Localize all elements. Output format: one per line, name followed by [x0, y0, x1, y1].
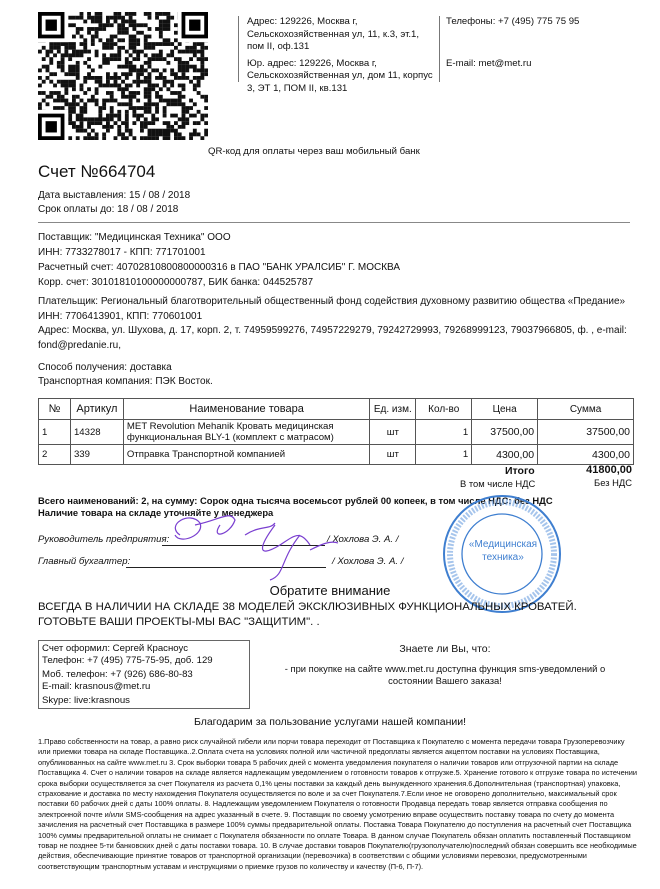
legal-address-line: Сельскохозяйственная ул, дом 11, корпус: [247, 70, 433, 81]
table-row: [39, 445, 634, 465]
qr-caption: QR-код для оплаты через ваш мобильный банк: [208, 146, 420, 157]
address-line: Сельскохозяйственная ул, 11, к.3, эт.1,: [247, 28, 420, 40]
manager-email[interactable]: E-mail: krasnous@met.ru: [42, 680, 151, 692]
terms-text: 1.Право собственности на товар, а равно риск случайной гибели или порчи товара переходит от Поставщика к Покупателю с момента передачи товара Грузоперевозчику или приемки товара на складе Поставщика..2.Оплата счета на условиях полной или частичной предоплаты является акцептом поставки на условиях Поставщика, опубликованных на сайте www.met.ru 3. Срок выборки товара 5 рабочих дней с момента уведомления покупателя о наличии товаров или отгрузочной партии на складе Поставщика 4. Счет о наличии товаров на складе является надлежащим уведомлением о готовности товаров к отгрузке.5. Хранение готового к отгрузке товара по истечении срока выборки осуществляется за счет Покупателя из расчета 0,1% цены поставки за каждый день вынужденного хранения.6.Дополнительная (транспортная) упаковка, страхование и доставка по месту нахождения Покупателя осуществляется по воле и за счет Покупателя.7.Если иное не оговорено дополнительно, максимальный срок поставки 60 рабочих дней с даты 100% оплаты. 8. Надлежащим уведомлением Покупателя о готовности Продавца передать товар является отправка сообщения по электронной почте и/или SMS-сообщения на адрес указанный в счете. 9. Поставщик по своему усмотрению вправе осуществить поставку товара по счету до момента зачисления на расчетный счет Поставщика в размере 100% суммы предварительной оплаты. Поставка Товара Покупателю до поступления на расчетный счет Поставщика 100% суммы предварительной оплаты не снимает с Покупателя обязанности по оплате Товара. В данном случае Покупатель обязан оплатить поставленный Поставщиком товар не позднее 5-ти банковских дней с даты поставки товара. 10. В случае доставки товаров Покупателю(грузополучателю)последний обязан совершить все необходимые действия, обеспечивающие принятие товаров от транспортной организации (перевозчика) в соответствии с общими условиями перевозки, предусмотренными соответствующим транспортным уставам и инструкциями о приемке грузов по количеству и качеству (П-6, П-7).: [38, 737, 638, 871]
col-num: №: [39, 399, 71, 420]
col-unit: Ед. изм.: [370, 399, 416, 420]
address-line: пом II, оф.131: [247, 41, 310, 52]
address-line: Адрес: 129226, Москва г,: [247, 16, 358, 27]
supplier-line: Поставщик: "Медицинская Техника" ООО: [38, 232, 231, 243]
tip-line: - при покупке на сайте www.met.ru доступна функция sms-уведомлений о: [284, 663, 606, 674]
attention-line: ГОТОВЬТЕ ВАШИ ПРОЕКТЫ-МЫ ВАС "ЗАЩИТИМ". .: [38, 616, 320, 628]
legal-address-line: Юр. адрес: 129226, Москва г,: [247, 57, 377, 69]
payer-line: fond@predanie.ru,: [38, 339, 121, 351]
phones: Телефоны: +7 (495) 775 75 95: [446, 16, 580, 27]
invoice-title: Счет №664704: [38, 162, 156, 181]
handwritten-signature: [160, 505, 340, 585]
payer-line: ИНН: 7706413901, КПП: 770601001: [38, 310, 203, 322]
qr-code: [38, 12, 208, 140]
manager-mobile: Моб. телефон: +7 (926) 686-80-83: [42, 669, 193, 680]
manager-skype: Skype: live:krasnous: [42, 695, 130, 706]
total-value: 41800,00: [586, 464, 632, 476]
contacts: [446, 16, 579, 70]
invoice-dates: [38, 189, 190, 217]
vat-value: Без НДС: [594, 477, 632, 488]
stamp-line: техника»: [482, 552, 524, 563]
email-link[interactable]: E-mail: met@met.ru: [446, 57, 532, 69]
cell-unit: шт: [370, 445, 416, 465]
accountant-name: / Хохлова Э. А. /: [332, 556, 404, 567]
col-sum: Сумма: [538, 399, 634, 420]
stock-note: Наличие товара на складе уточняйте у менеджера: [38, 507, 274, 518]
director-name: / Хохлова Э. А. /: [327, 534, 399, 545]
cell-sum: 37500,00: [538, 420, 634, 445]
payer-line: Адрес: Москва, ул. Шухова, д. 17, корп. 2, т. 74959599276, 74957229279, 79242729993, 79268999123, 79037966805, ф. , e-mail:: [38, 325, 627, 336]
divider: [38, 222, 630, 223]
attention-title: Обратите внимание: [269, 583, 391, 598]
cell-sum: 4300,00: [538, 445, 634, 465]
total-label: Итого: [505, 465, 535, 477]
col-price: Цена: [472, 399, 538, 420]
supplier-line: Корр. счет: 30101810100000000787, БИК банка: 044525787: [38, 277, 314, 288]
tip-line: состоянии Вашего заказа!: [388, 675, 502, 686]
cell-price: 4300,00: [472, 445, 538, 465]
supplier-line: ИНН: 7733278017 - КПП: 771701001: [38, 247, 206, 258]
cell-qty: 1: [416, 445, 472, 465]
issued-by: Счет оформил: Сергей Красноус: [42, 643, 188, 654]
cell-num: 1: [39, 420, 71, 445]
accountant-label: Главный бухгалтер:: [38, 556, 131, 567]
tip-text: [250, 663, 640, 687]
table-row: [39, 420, 634, 445]
cell-unit: шт: [370, 420, 416, 445]
manager-phone: Телефон: +7 (495) 775-75-95, доб. 129: [42, 654, 213, 666]
attention-line: ВСЕГДА В НАЛИЧИИ НА СКЛАДЕ 38 МОДЕЛЕЙ ЭКСКЛЮЗИВНЫХ ФУНКЦИОНАЛЬНЫХ КРОВАТЕЙ.: [38, 601, 577, 613]
tip-title: Знаете ли Вы, что:: [399, 643, 491, 655]
cell-name: Отправка Транспортной компанией: [123, 445, 369, 465]
col-name: Наименование товара: [123, 399, 369, 420]
cell-qty: 1: [416, 420, 472, 445]
delivery-method: Способ получения: доставка: [38, 362, 172, 373]
legal-address-line: 3, ЭТ 1, ПОМ II, кв.131: [247, 82, 348, 94]
cell-sku: 339: [70, 445, 123, 465]
thanks-message: Благодарим за пользование услугами нашей компании!: [193, 716, 467, 728]
supplier-line: Расчетный счет: 40702810800800000316 в ПАО "БАНК УРАЛСИБ" Г. МОСКВА: [38, 262, 401, 273]
table-header: [39, 399, 634, 420]
col-qty: Кол-во: [416, 399, 472, 420]
transport-company: Транспортная компания: ПЭК Восток.: [38, 376, 213, 387]
manager-contact-box: [38, 640, 250, 709]
due-date: Срок оплаты до: 18 / 08 / 2018: [38, 204, 179, 215]
summary-total: Всего наименований: 2, на сумму: Сорок одна тысяча восемьсот рублей 00 копеек, в том числе НДС: без НДС: [38, 495, 553, 506]
cell-sku: 14328: [70, 420, 123, 445]
issue-date: Дата выставления: 15 / 08 / 2018: [38, 190, 191, 201]
cell-name: MET Revolution Mehanik Кровать медицинская функциональная BLY-1 (комплект с матрасом): [123, 420, 369, 445]
vat-label: В том числе НДС: [460, 478, 536, 489]
cell-num: 2: [39, 445, 71, 465]
supplier-info: [38, 230, 400, 290]
items-table: [38, 398, 634, 465]
payer-info: [38, 295, 627, 353]
director-label: Руководитель предприятия:: [38, 534, 170, 545]
col-sku: Артикул: [70, 399, 123, 420]
cell-price: 37500,00: [472, 420, 538, 445]
delivery-info: [38, 361, 213, 389]
stamp-line: «Медицинская: [468, 539, 538, 550]
stamp-text: [468, 538, 538, 564]
attention-text: [38, 600, 577, 630]
payer-line: Плательщик: Региональный благотворительный общественный фонд содействия духовному развитию общества «Предание»: [38, 296, 626, 307]
supplier-addresses: [238, 16, 440, 94]
